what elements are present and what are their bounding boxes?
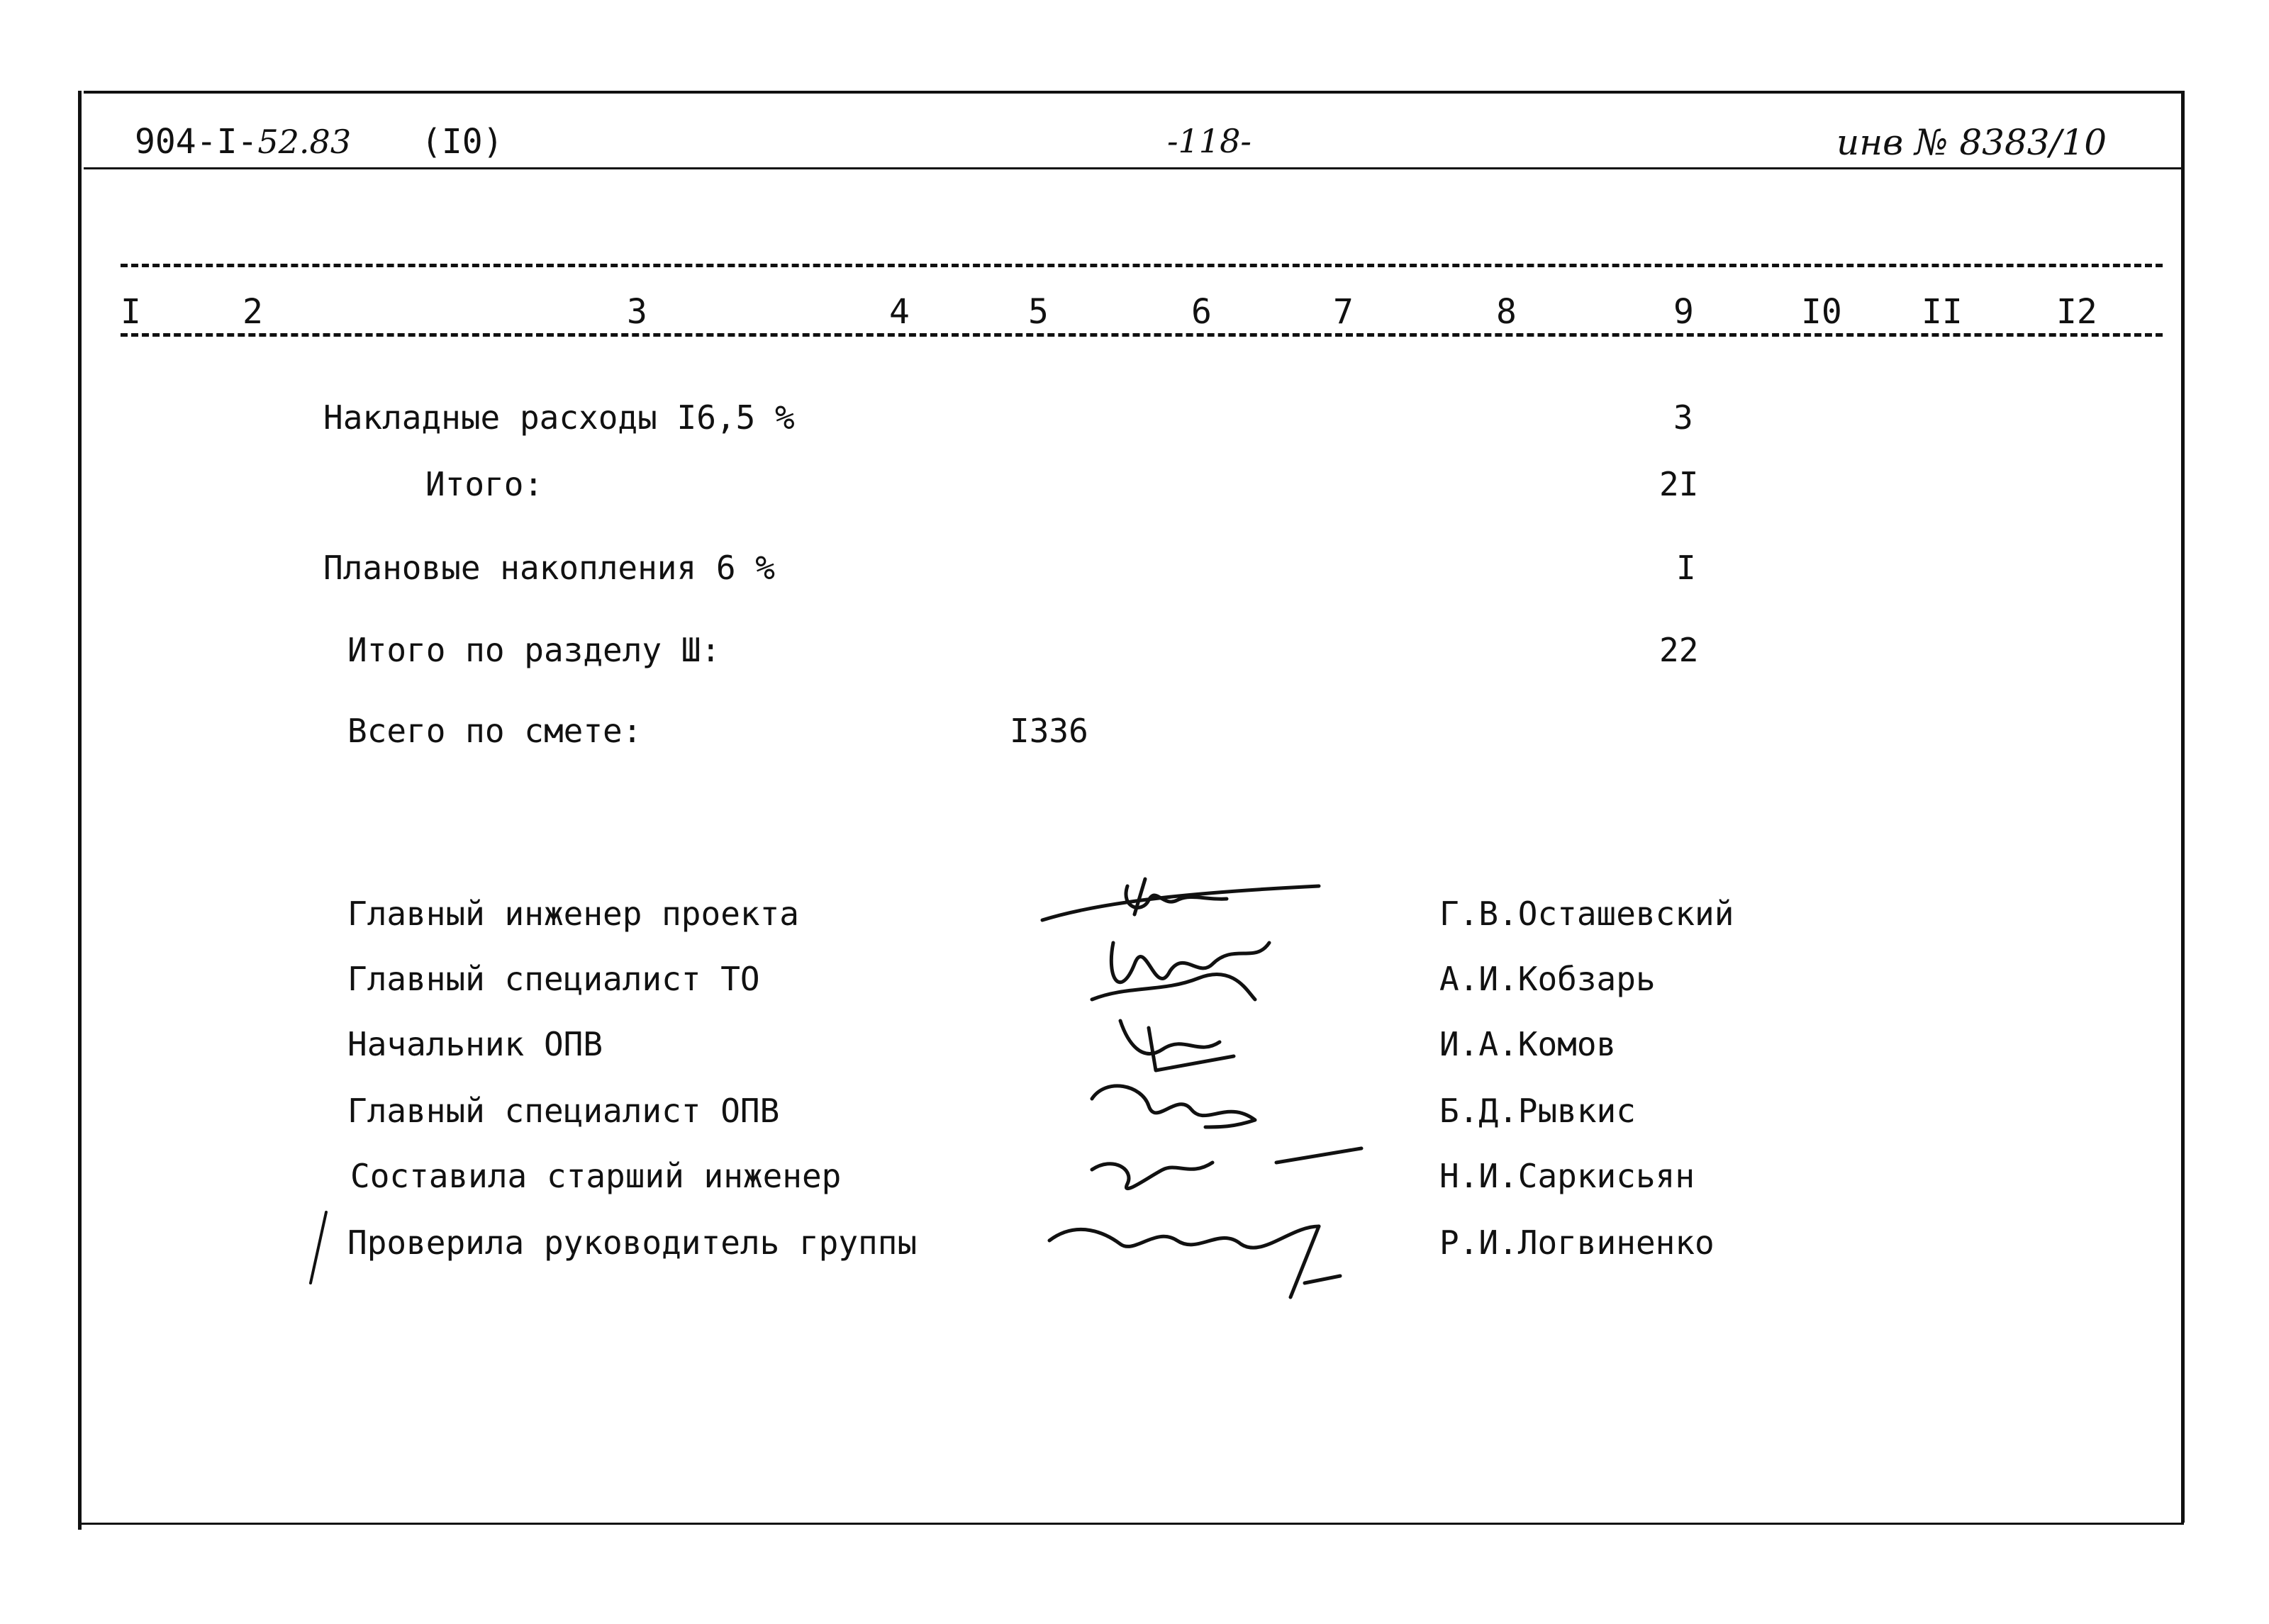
margin-pen-mark	[305, 1205, 333, 1290]
row-label-subtotal: Итого:	[425, 465, 544, 503]
handwritten-signatures	[1021, 858, 1390, 1311]
column-number-3: 3	[627, 292, 647, 332]
signature-name-chief-engineer: Г.В.Осташевский	[1439, 895, 1734, 933]
frame-left-border	[78, 91, 82, 1530]
signature-name-senior-engineer: Н.И.Саркисьян	[1439, 1157, 1695, 1195]
signature-role-chief-specialist-opv: Главный специалист ОПВ	[347, 1092, 780, 1130]
column-number-4: 4	[889, 292, 910, 332]
doc-code: 904-I-52.83	[135, 122, 352, 162]
column-number-8: 8	[1496, 292, 1517, 332]
row-label-grand-total: Всего по смете:	[347, 712, 642, 750]
header-rule	[84, 167, 2182, 169]
row-value-overhead: 3	[1673, 398, 1693, 437]
signature-scribble-5	[1092, 1148, 1361, 1189]
signature-role-chief-specialist-to: Главный специалист ТО	[347, 960, 760, 998]
row-value-subtotal: 2I	[1659, 465, 1699, 503]
column-number-9: 9	[1673, 292, 1694, 332]
signature-scribble-1	[1042, 879, 1319, 920]
row-value-section-total: 22	[1659, 631, 1699, 669]
signature-role-chief-engineer: Главный инженер проекта	[347, 895, 799, 933]
doc-section: (I0)	[421, 122, 503, 162]
row-value-planned-savings: I	[1676, 549, 1696, 587]
signature-role-senior-engineer: Составила старший инженер	[350, 1157, 842, 1195]
column-number-2: 2	[242, 292, 263, 332]
row-label-overhead: Накладные расходы I6,5 %	[323, 398, 795, 437]
signature-scribble-4	[1092, 1086, 1255, 1127]
signature-scribble-2	[1092, 943, 1269, 999]
column-number-12: I2	[2056, 292, 2097, 332]
column-strip-bottom-dash	[121, 333, 2163, 337]
signature-role-group-leader: Проверила руководитель группы	[347, 1223, 918, 1262]
row-value-grand-total: I336	[1010, 712, 1088, 750]
column-number-6: 6	[1191, 292, 1212, 332]
signature-scribble-6	[1049, 1226, 1340, 1297]
signature-name-head-opv: И.А.Комов	[1439, 1025, 1617, 1063]
frame-bottom-border	[78, 1523, 2184, 1525]
row-label-planned-savings: Плановые накопления 6 %	[323, 549, 775, 587]
frame-right-border	[2181, 91, 2185, 1523]
page-number: -118-	[1167, 122, 1251, 160]
column-number-7: 7	[1333, 292, 1354, 332]
column-number-10: I0	[1801, 292, 1842, 332]
column-number-1: I	[121, 292, 141, 332]
inventory-number: инв № 8383/10	[1836, 122, 2107, 163]
signature-name-chief-specialist-opv: Б.Д.Рывкис	[1439, 1092, 1636, 1130]
signature-name-group-leader: Р.И.Логвиненко	[1439, 1223, 1715, 1262]
row-label-section-total: Итого по разделу Ш:	[347, 631, 721, 669]
column-number-11: II	[1922, 292, 1963, 332]
signature-name-chief-specialist-to: А.И.Кобзарь	[1439, 960, 1656, 998]
column-strip-top-dash	[121, 264, 2163, 267]
signature-scribble-3	[1120, 1021, 1234, 1070]
frame-top-border	[84, 91, 2184, 94]
column-number-5: 5	[1028, 292, 1049, 332]
signature-role-head-opv: Начальник ОПВ	[347, 1025, 603, 1063]
